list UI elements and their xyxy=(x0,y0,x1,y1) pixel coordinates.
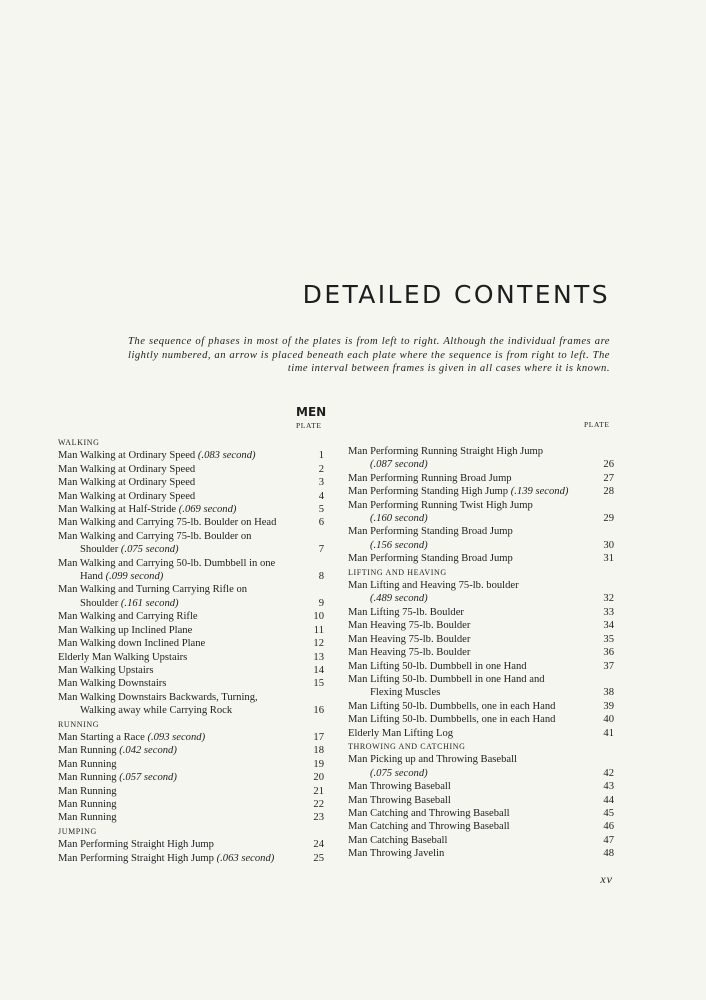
contents-entry xyxy=(58,637,324,650)
contents-entry xyxy=(58,583,324,610)
entry-line xyxy=(58,704,298,717)
entry-interval: (.489 second) xyxy=(370,593,428,605)
entry-text: Walking away while Carrying Rock xyxy=(80,705,233,717)
entry-text: Man Throwing Baseball xyxy=(348,794,451,806)
entry-line xyxy=(348,753,588,766)
entry-text: Man Performing Running Straight High Jump xyxy=(348,446,544,457)
contents-entry xyxy=(348,780,614,793)
plate-number: 11 xyxy=(313,624,324,636)
entry-title xyxy=(58,530,298,557)
entry-title xyxy=(348,619,588,632)
page-number: xv xyxy=(600,872,613,886)
entry-line xyxy=(58,758,298,771)
entry-title xyxy=(58,664,298,677)
plate-number: 10 xyxy=(313,611,324,623)
entry-text: Man Walking and Carrying 75-lb. Boulder on Head xyxy=(58,517,277,529)
plate-number: 42 xyxy=(603,767,614,779)
entry-text: Man Walking Upstairs xyxy=(58,664,154,676)
contents-entry xyxy=(348,673,614,700)
entry-title xyxy=(58,785,298,798)
entry-title xyxy=(348,780,588,793)
entry-text: Shoulder xyxy=(80,597,121,609)
entry-text: Man Walking Downstairs Backwards, Turning, xyxy=(58,691,258,703)
entry-interval: (.057 second) xyxy=(119,772,177,784)
entry-text: Man Performing Straight High Jump xyxy=(58,839,214,851)
entry-interval: (.139 second) xyxy=(510,486,569,498)
plate-number: 46 xyxy=(603,821,614,833)
contents-entry xyxy=(348,525,614,552)
entry-text: Flexing Muscles xyxy=(370,687,441,699)
entry-line xyxy=(58,771,298,784)
entry-interval: (.087 second) xyxy=(370,459,428,471)
entry-title xyxy=(348,525,588,552)
entry-interval: (.083 second) xyxy=(197,450,256,462)
entry-title xyxy=(58,798,298,811)
contents-entry xyxy=(348,633,614,646)
entry-line xyxy=(58,651,298,664)
entry-title xyxy=(58,637,298,650)
entry-text: Man Walking up Inclined Plane xyxy=(58,624,193,636)
contents-entry xyxy=(348,794,614,807)
entry-title xyxy=(348,660,588,673)
contents-entry xyxy=(58,449,324,462)
contents-entry xyxy=(58,516,324,529)
entry-line xyxy=(348,767,588,780)
plate-number: 45 xyxy=(603,807,614,819)
plate-number: 17 xyxy=(313,731,324,743)
entry-line xyxy=(348,619,588,632)
entry-line xyxy=(58,838,298,851)
entry-interval: (.093 second) xyxy=(147,731,206,743)
entry-text: Man Running xyxy=(58,785,117,797)
plate-number: 20 xyxy=(313,772,324,784)
plate-number: 38 xyxy=(603,687,614,699)
entry-text: Man Lifting 50-lb. Dumbbells, one in each Hand xyxy=(348,714,556,726)
entry-interval: (.160 second) xyxy=(370,513,428,525)
entry-text: Man Running xyxy=(58,758,117,770)
entry-line xyxy=(58,557,298,570)
entry-text: Man Walking at Ordinary Speed xyxy=(58,450,198,462)
contents-column-right xyxy=(348,445,614,861)
entry-title xyxy=(58,731,298,744)
plate-number: 28 xyxy=(603,486,614,498)
entry-line xyxy=(58,798,298,811)
entry-interval: (.075 second) xyxy=(120,544,179,556)
entry-text: Elderly Man Lifting Log xyxy=(348,727,454,739)
entry-line xyxy=(348,552,588,565)
entry-text: Man Walking and Carrying 75-lb. Boulder on xyxy=(58,530,252,542)
entry-text: Man Lifting 50-lb. Dumbbell in one Hand and xyxy=(348,673,545,685)
entry-text: Man Walking at Ordinary Speed xyxy=(58,463,196,475)
entry-line xyxy=(348,445,588,458)
entry-text: Man Performing Standing High Jump xyxy=(348,486,511,498)
entry-text: Man Lifting 50-lb. Dumbbells, one in each Hand xyxy=(348,700,556,712)
plate-column-header-right: PLATE xyxy=(584,420,610,429)
entry-line xyxy=(348,700,588,713)
entry-text: Man Performing Running Twist High Jump xyxy=(348,499,533,511)
entry-text: Man Catching and Throwing Baseball xyxy=(348,807,510,819)
entry-line xyxy=(58,543,298,556)
entry-line xyxy=(348,794,588,807)
entry-title xyxy=(348,606,588,619)
entry-title xyxy=(58,771,298,784)
entry-title xyxy=(348,646,588,659)
plate-number: 21 xyxy=(313,785,324,797)
entry-text: Man Heaving 75-lb. Boulder xyxy=(348,633,471,645)
entry-text: Man Lifting and Heaving 75-lb. boulder xyxy=(348,580,519,592)
contents-entry xyxy=(348,753,614,780)
entry-line xyxy=(58,610,298,623)
entry-title xyxy=(348,700,588,713)
entry-title xyxy=(58,691,298,718)
entry-text: Man Catching and Throwing Baseball xyxy=(348,821,510,833)
entry-title xyxy=(58,503,298,516)
entry-title xyxy=(348,552,588,565)
entry-title xyxy=(348,472,588,485)
entry-title xyxy=(58,758,298,771)
plate-number: 44 xyxy=(603,794,614,806)
entry-text: Man Running xyxy=(58,772,120,784)
category-heading: JUMPING xyxy=(58,826,97,836)
entry-line xyxy=(58,811,298,824)
entry-text: Man Performing Standing Broad Jump xyxy=(348,526,513,538)
plate-number: 40 xyxy=(603,714,614,726)
plate-number: 22 xyxy=(313,798,324,810)
contents-entry xyxy=(58,731,324,744)
contents-entry xyxy=(348,847,614,860)
plate-number: 37 xyxy=(603,660,614,672)
entry-title xyxy=(348,834,588,847)
entry-text: Man Performing Standing Broad Jump xyxy=(348,553,513,565)
entry-line xyxy=(348,512,588,525)
entry-line xyxy=(58,490,298,503)
entry-line xyxy=(348,686,588,699)
contents-entry xyxy=(348,499,614,526)
contents-entry xyxy=(348,606,614,619)
plate-number: 29 xyxy=(603,513,614,525)
intro-paragraph: The sequence of phases in most of the plates is from left to right. Although the individual frames are lightly numbered, an arrow is placed beneath each plate where the sequence is from right to left. The time interval between frames is given in all cases where it is known. xyxy=(128,336,610,375)
entry-line xyxy=(348,660,588,673)
plate-number: 31 xyxy=(603,553,614,565)
entry-text: Shoulder xyxy=(80,544,121,556)
contents-entry xyxy=(58,463,324,476)
contents-entry xyxy=(348,807,614,820)
entry-line xyxy=(58,691,298,704)
entry-line xyxy=(348,713,588,726)
entry-line xyxy=(58,503,298,516)
entry-interval: (.156 second) xyxy=(370,539,428,551)
entry-line xyxy=(58,597,298,610)
contents-entry xyxy=(58,610,324,623)
plate-number: 6 xyxy=(318,517,324,529)
contents-entry xyxy=(58,677,324,690)
entry-text: Man Running xyxy=(58,798,117,810)
entry-title xyxy=(348,847,588,860)
entry-line xyxy=(348,472,588,485)
plate-number: 7 xyxy=(318,544,324,556)
page-title: DETAILED CONTENTS xyxy=(302,280,610,309)
entry-line xyxy=(348,820,588,833)
entry-line xyxy=(58,852,298,865)
entry-text: Man Performing Straight High Jump xyxy=(58,852,217,864)
entry-line xyxy=(348,834,588,847)
entry-interval: (.069 second) xyxy=(178,504,237,516)
entry-title xyxy=(348,753,588,780)
plate-number: 36 xyxy=(603,647,614,659)
entry-line xyxy=(348,673,588,686)
entry-line xyxy=(58,785,298,798)
category-heading: THROWING AND CATCHING xyxy=(348,741,466,751)
entry-text: Man Performing Running Broad Jump xyxy=(348,472,512,484)
contents-column-left xyxy=(58,436,324,865)
entry-title xyxy=(58,463,298,476)
plate-number: 47 xyxy=(603,834,614,846)
entry-text: Man Picking up and Throwing Baseball xyxy=(348,754,517,766)
entry-text: Man Walking and Carrying 50-lb. Dumbbell in one xyxy=(58,557,276,569)
entry-line xyxy=(348,539,588,552)
contents-entry xyxy=(348,727,614,740)
entry-title xyxy=(58,677,298,690)
entry-title xyxy=(58,490,298,503)
plate-number: 13 xyxy=(313,651,324,663)
contents-entry xyxy=(58,651,324,664)
category-heading: WALKING xyxy=(58,438,100,447)
entry-interval: (.099 second) xyxy=(105,571,164,583)
contents-entry xyxy=(58,771,324,784)
entry-text: Man Throwing Baseball xyxy=(348,781,451,793)
entry-interval: (.063 second) xyxy=(216,852,275,864)
contents-entry xyxy=(58,476,324,489)
entry-text: Man Walking and Carrying Rifle xyxy=(58,611,198,623)
entry-title xyxy=(58,852,298,865)
entry-line xyxy=(348,633,588,646)
entry-line xyxy=(348,592,588,605)
plate-number: 30 xyxy=(603,539,614,551)
contents-entry xyxy=(58,664,324,677)
entry-text: Man Heaving 75-lb. Boulder xyxy=(348,620,471,632)
entry-title xyxy=(348,579,588,606)
plate-number: 19 xyxy=(313,758,324,770)
plate-number: 16 xyxy=(313,705,324,717)
entry-line xyxy=(348,780,588,793)
entry-line xyxy=(348,847,588,860)
entry-text: Man Walking at Ordinary Speed xyxy=(58,477,196,489)
entry-line xyxy=(58,664,298,677)
contents-entry xyxy=(58,624,324,637)
plate-number: 12 xyxy=(313,638,324,650)
entry-text: Elderly Man Walking Upstairs xyxy=(58,651,188,663)
contents-entry xyxy=(58,852,324,865)
entry-title xyxy=(58,811,298,824)
contents-entry xyxy=(58,530,324,557)
entry-interval: (.161 second) xyxy=(120,597,179,609)
entry-interval: (.075 second) xyxy=(370,767,428,779)
contents-entry xyxy=(58,811,324,824)
plate-number: 48 xyxy=(603,848,614,860)
entry-line xyxy=(348,646,588,659)
category-heading: RUNNING xyxy=(58,719,100,729)
entry-line xyxy=(348,458,588,471)
entry-text: Man Catching Baseball xyxy=(348,834,448,846)
entry-title xyxy=(58,516,298,529)
contents-entry xyxy=(348,700,614,713)
entry-line xyxy=(58,530,298,543)
plate-number: 14 xyxy=(313,664,324,676)
plate-number: 39 xyxy=(603,700,614,712)
entry-title xyxy=(348,727,588,740)
contents-entry xyxy=(348,660,614,673)
category-heading: LIFTING AND HEAVING xyxy=(348,567,447,577)
plate-number: 32 xyxy=(603,593,614,605)
plate-number: 2 xyxy=(318,463,324,475)
entry-line xyxy=(58,624,298,637)
entry-title xyxy=(348,807,588,820)
plate-number: 1 xyxy=(318,450,324,462)
entry-line xyxy=(58,449,298,462)
entry-line xyxy=(348,525,588,538)
plate-number: 25 xyxy=(313,852,324,864)
plate-number: 41 xyxy=(603,727,614,739)
entry-line xyxy=(58,516,298,529)
entry-title xyxy=(58,610,298,623)
entry-line xyxy=(58,744,298,757)
entry-line xyxy=(348,499,588,512)
entry-text: Man Running xyxy=(58,812,117,824)
plate-number: 18 xyxy=(313,745,324,757)
entry-line xyxy=(58,583,298,596)
entry-line xyxy=(348,606,588,619)
entry-title xyxy=(348,499,588,526)
entry-text: Man Walking and Turning Carrying Rifle on xyxy=(58,584,248,596)
contents-entry xyxy=(58,744,324,757)
contents-entry xyxy=(58,691,324,718)
plate-number: 4 xyxy=(318,490,324,502)
entry-text: Man Walking down Inclined Plane xyxy=(58,638,206,650)
entry-text: Hand xyxy=(80,571,106,583)
entry-line xyxy=(58,476,298,489)
contents-entry xyxy=(348,579,614,606)
entry-title xyxy=(58,651,298,664)
entry-text: Man Throwing Javelin xyxy=(348,848,445,860)
entry-title xyxy=(58,449,298,462)
entry-interval: (.042 second) xyxy=(119,745,177,757)
entry-title xyxy=(348,633,588,646)
entry-text: Man Lifting 75-lb. Boulder xyxy=(348,606,464,618)
contents-entry xyxy=(348,619,614,632)
contents-entry xyxy=(348,485,614,498)
plate-number: 43 xyxy=(603,781,614,793)
plate-number: 26 xyxy=(603,459,614,471)
plate-number: 34 xyxy=(603,620,614,632)
contents-entry xyxy=(58,785,324,798)
entry-text: Man Walking Downstairs xyxy=(58,678,167,690)
entry-line xyxy=(58,570,298,583)
plate-number: 3 xyxy=(318,477,324,489)
plate-number: 24 xyxy=(313,839,324,851)
contents-entry xyxy=(58,503,324,516)
contents-entry xyxy=(348,820,614,833)
entry-text: Man Lifting 50-lb. Dumbbell in one Hand xyxy=(348,660,527,672)
contents-entry xyxy=(58,557,324,584)
plate-number: 5 xyxy=(318,504,324,516)
entry-line xyxy=(58,731,298,744)
entry-title xyxy=(58,557,298,584)
plate-number: 27 xyxy=(603,472,614,484)
contents-entry xyxy=(58,490,324,503)
contents-entry xyxy=(58,798,324,811)
entry-line xyxy=(58,677,298,690)
plate-column-header-left: PLATE xyxy=(296,421,322,430)
entry-line xyxy=(348,807,588,820)
contents-entry xyxy=(348,646,614,659)
plate-number: 8 xyxy=(318,571,324,583)
section-heading: MEN xyxy=(296,405,327,419)
entry-line xyxy=(58,637,298,650)
entry-text: Man Heaving 75-lb. Boulder xyxy=(348,647,471,659)
contents-entry xyxy=(348,834,614,847)
entry-line xyxy=(348,579,588,592)
entry-title xyxy=(348,820,588,833)
entry-text: Man Starting a Race xyxy=(58,731,148,743)
entry-title xyxy=(58,744,298,757)
entry-title xyxy=(348,485,588,498)
entry-title xyxy=(58,476,298,489)
entry-title xyxy=(58,838,298,851)
contents-entry xyxy=(348,472,614,485)
entry-text: Man Walking at Ordinary Speed xyxy=(58,490,196,502)
entry-title xyxy=(348,445,588,472)
entry-line xyxy=(58,463,298,476)
entry-title xyxy=(348,794,588,807)
plate-number: 15 xyxy=(313,678,324,690)
entry-line xyxy=(348,485,588,498)
plate-number: 23 xyxy=(313,812,324,824)
contents-entry xyxy=(348,445,614,472)
contents-entry xyxy=(58,838,324,851)
entry-title xyxy=(58,583,298,610)
entry-text: Man Walking at Half-Stride xyxy=(58,504,179,516)
entry-text: Man Running xyxy=(58,745,120,757)
plate-number: 35 xyxy=(603,633,614,645)
entry-title xyxy=(348,673,588,700)
contents-entry xyxy=(348,552,614,565)
plate-number: 33 xyxy=(603,606,614,618)
contents-entry xyxy=(58,758,324,771)
entry-line xyxy=(348,727,588,740)
contents-entry xyxy=(348,713,614,726)
plate-number: 9 xyxy=(318,597,324,609)
entry-title xyxy=(58,624,298,637)
entry-title xyxy=(348,713,588,726)
